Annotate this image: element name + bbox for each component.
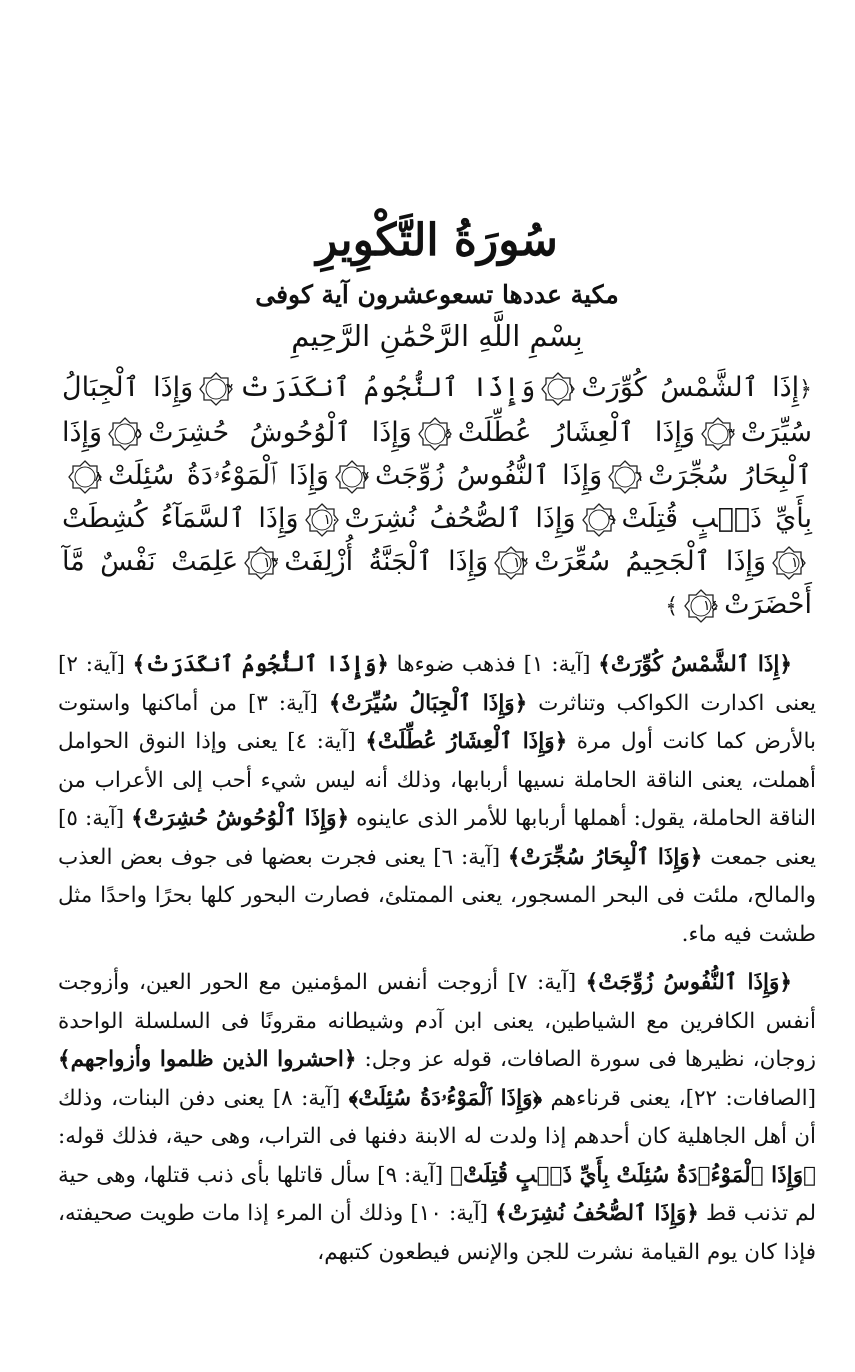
verse-number: ١١ (790, 554, 807, 571)
commentary-text: [آية: ٧] أزوجت أنفس المؤمنين مع الحور العين، وأزوجت أنفس الكافرين مع الشياطين، يعنى ابن آدم وشيطانه مقرونًا فى السلسلة الواحدة زوجان، نظيرها فى سورة الصافات، قوله عز وجل: (58, 970, 816, 1072)
commentary-paragraph (58, 646, 816, 954)
verses-close-bracket: ﴾ (665, 594, 679, 619)
commentary-text: [آية: ١] فذهب ضوءها (388, 652, 599, 677)
quoted-verse: ﴿احشروا الذين ظلموا وأزواجهم﴾ (58, 1047, 357, 1072)
verse-number-marker (68, 460, 102, 494)
basmala: بِسْمِ اللَّهِ الرَّحْمَٰنِ الرَّحِيمِ (291, 319, 583, 353)
verse-number-marker (701, 417, 735, 451)
verse-number-marker (494, 546, 528, 580)
surah-subtitle: مكية عددها تسعوعشرون آية كوفى (255, 280, 619, 309)
verse-text: عَلِمَتْ نَفْسٌ مَّآ أَحْضَرَتْ (62, 546, 812, 620)
surah-title: سُورَةُ التَّكْوِيرِ (316, 215, 558, 266)
commentary-text: [آية: ١٠] وذلك أن المرء إذا مات طويت صحيفته، فإذا كان يوم القيامة نشرت للجن والإنس فيطعون كتبهم، (58, 1201, 816, 1265)
commentary-text: [آية: ٤] يعنى وإذا النوق الحوامل أهملت، يعنى الناقة الحاملة نسيها أربابها، وذلك أنه ليس شيء أحب إلى الأعراب من الناقة الحاملة، يقول: أهملها أربابها للأمر الذى عاينوه (58, 729, 816, 831)
verse-text: وَإِذَا ٱلْبِحَارُ سُجِّرَتْ (62, 417, 812, 491)
verse-text: وَإِذَا ٱلْوُحُوشُ حُشِرَتْ (148, 417, 412, 448)
verse-text: بِأَيِّ ذَنۢبٍ قُتِلَتْ (621, 503, 812, 534)
verse-text: وَإِذَا ٱلصُّحُفُ نُشِرَتْ (344, 503, 576, 534)
quoted-verse: ﴿وَإِذَا ٱلْبِحَارُ سُجِّرَتْ﴾ (507, 844, 703, 870)
verse-number: ١٢ (513, 554, 529, 571)
verse-text: إِذَا ٱلشَّمْسُ كُوِّرَتْ (581, 372, 800, 403)
verses-open-bracket: ﴿ (799, 377, 812, 402)
quoted-verse: ﴿وَإِذَا ٱلْعِشَارُ عُطِّلَتْ﴾ (365, 729, 568, 754)
commentary-text: [آية: ٣] من أماكنها واستوت بالأرض كما كانت أول مرة (58, 690, 816, 754)
quoted-verse: ﴿وَإِذَا ٱلصُّحُفُ نُشِرَتْ﴾ (495, 1201, 699, 1226)
verse-text: وَإِذَا ٱلْجَحِيمُ سُعِّرَتْ (534, 546, 767, 577)
quoted-verse: ﴿وَإِذَا ٱلنُّجُومُ ٱنكَدَرَتْ﴾ (132, 652, 389, 677)
verse-number: ٥ (134, 425, 143, 442)
verse-number-marker (335, 460, 369, 494)
verse-number: ٢ (225, 380, 234, 397)
quoted-verse: ﴿وَإِذَا ٱلْوُحُوشُ حُشِرَتْ﴾ (131, 806, 350, 831)
quoted-verse: ﴿وَإِذَا ٱلْمَوْءُۥدَةُ سُئِلَتْ بِأَيِّ ذَنۢبٍ قُتِلَتْ﴾ (450, 1162, 816, 1188)
quoted-verse: ﴿وَإِذَا ٱلنُّفُوسُ زُوِّجَتْ﴾ (585, 970, 792, 995)
commentary-text: [آية: ٢] يعنى اكدارت الكواكب وتناثرت (58, 652, 816, 716)
verse-text: وَإِذَا ٱلْجَنَّةُ أُزْلِفَتْ (284, 546, 489, 577)
quoted-verse: ﴿إِذَا ٱلشَّمْسُ كُوِّرَتْ﴾ (598, 652, 793, 677)
verse-number-marker (541, 372, 575, 406)
verse-number-marker (108, 417, 142, 451)
verse-number-marker (582, 503, 616, 537)
commentary-text: [آية: ٥] يعنى جمعت (58, 806, 816, 870)
verse-number-marker (772, 546, 806, 580)
book-page (58, 210, 816, 1282)
verse-number: ٩ (607, 511, 616, 528)
verse-number: ١ (567, 380, 576, 397)
commentary-text: [آية: ٨] يعنى دفن البنات، وذلك أن أهل الجاهلية كان أحدهم إذا ولدت له الابنة دفنها فى التراب، وهى حية، فذلك قوله: (58, 1085, 816, 1149)
quran-verses (58, 366, 816, 628)
verse-number-marker (684, 589, 718, 623)
quoted-verse: ﴿وَإِذَا ٱلْمَوْءُۥدَةُ سُئِلَتْ﴾ (348, 1085, 543, 1111)
verse-number: ١٠ (323, 511, 339, 528)
commentary-text: [الصافات: ٢٢]، يعنى قرناءهم (542, 1085, 816, 1111)
verse-text: وَإِذَا ٱلسَّمَآءُ كُشِطَتْ (62, 503, 299, 534)
commentary-text: [آية: ٦] يعنى فجرت بعضها فى جوف بعض العذب والمالح، ملئت فى البحر المسجور، يعنى الممتلئ، فصارت البحور كلها بحرًا واحدًا مثل طشت فيه ماء. (58, 844, 816, 947)
verse-text: وَإِذَا ٱلْمَوْءُۥدَةُ سُئِلَتْ (108, 460, 329, 491)
verse-number: ٧ (361, 468, 369, 485)
verse-text: وَإِذَا ٱلنُّجُومُ ٱنكَدَرَتْ (239, 372, 536, 403)
verse-number-marker (608, 460, 642, 494)
verse-number: ٦ (634, 468, 643, 485)
verse-number: ١٤ (703, 597, 719, 614)
quoted-verse: ﴿وَإِذَا ٱلْجِبَالُ سُيِّرَتْ﴾ (328, 690, 528, 716)
verse-text: وَإِذَا ٱلنُّفُوسُ زُوِّجَتْ (374, 460, 603, 491)
verse-number-marker (418, 417, 452, 451)
verse-text: وَإِذَا ٱلْعِشَارُ عُطِّلَتْ (457, 417, 695, 448)
commentary-text: [آية: ٩] سأل قاتلها بأى ذنب قتلها، وهى حية لم تذنب قط (58, 1162, 817, 1226)
verse-number-marker (199, 372, 233, 406)
verse-number: ٨ (94, 468, 102, 485)
verse-number: ١٣ (263, 554, 279, 571)
commentary-paragraph (58, 964, 816, 1272)
verse-number: ٤ (444, 425, 452, 442)
verse-number-marker (305, 503, 339, 537)
verse-text: وَإِذَا ٱلْجِبَالُ سُيِّرَتْ (62, 372, 812, 448)
verse-number: ٣ (727, 425, 735, 442)
tafsir-commentary (58, 646, 816, 1272)
verse-number-marker (244, 546, 278, 580)
